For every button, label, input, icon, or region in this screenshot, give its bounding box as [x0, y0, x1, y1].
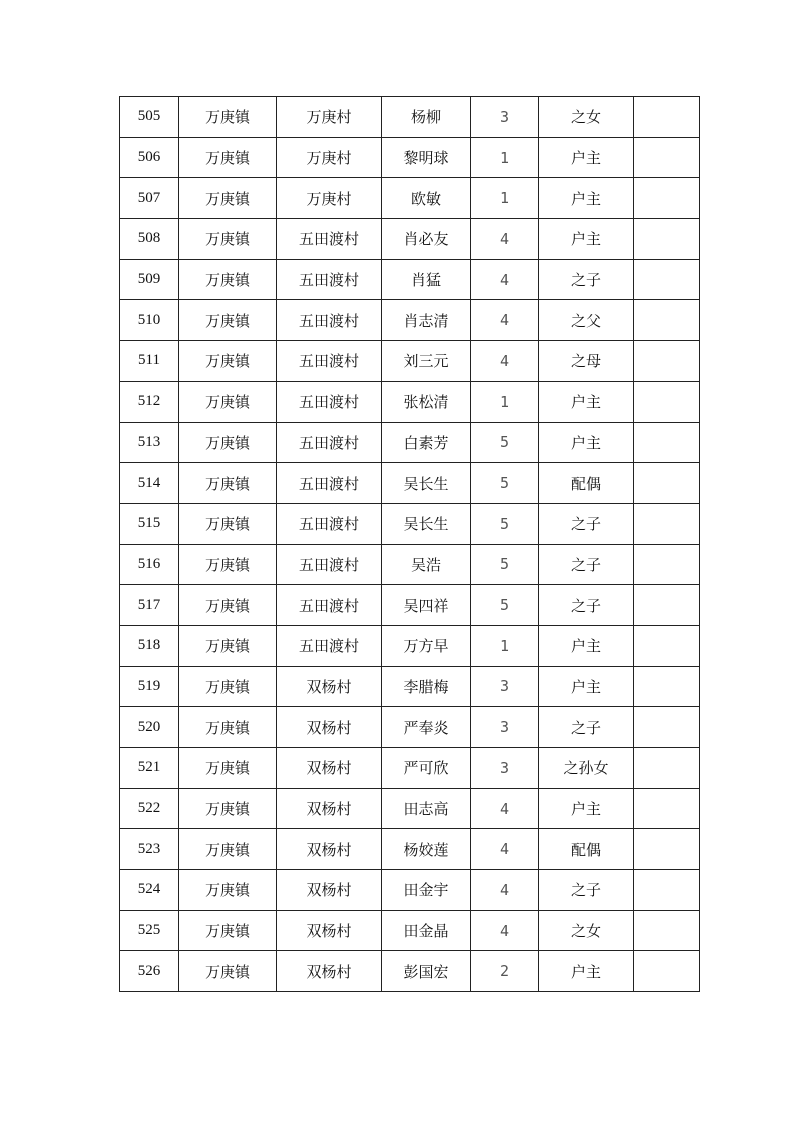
note-cell [634, 300, 700, 341]
household-size-cell: 4 [471, 300, 539, 341]
note-cell [634, 666, 700, 707]
household-size-cell: 1 [471, 178, 539, 219]
row-number-cell: 525 [120, 910, 179, 951]
village-cell: 五田渡村 [277, 422, 382, 463]
village-cell: 双杨村 [277, 910, 382, 951]
person-name-cell: 肖猛 [382, 259, 471, 300]
table-row [120, 951, 700, 992]
relation-cell: 配偶 [539, 829, 634, 870]
town-cell: 万庚镇 [179, 259, 277, 300]
table-row [120, 300, 700, 341]
household-size-cell: 5 [471, 544, 539, 585]
note-cell [634, 625, 700, 666]
row-number-cell: 515 [120, 503, 179, 544]
village-cell: 万庚村 [277, 178, 382, 219]
village-cell: 双杨村 [277, 788, 382, 829]
village-cell: 五田渡村 [277, 463, 382, 504]
person-name-cell: 吴浩 [382, 544, 471, 585]
household-size-cell: 4 [471, 259, 539, 300]
roster-body [120, 97, 700, 992]
town-cell: 万庚镇 [179, 97, 277, 138]
town-cell: 万庚镇 [179, 748, 277, 789]
town-cell: 万庚镇 [179, 341, 277, 382]
household-size-cell: 3 [471, 97, 539, 138]
village-cell: 五田渡村 [277, 625, 382, 666]
table-row [120, 788, 700, 829]
row-number-cell: 523 [120, 829, 179, 870]
village-cell: 五田渡村 [277, 544, 382, 585]
household-size-cell: 4 [471, 788, 539, 829]
household-size-cell: 5 [471, 463, 539, 504]
village-cell: 双杨村 [277, 829, 382, 870]
row-number-cell: 519 [120, 666, 179, 707]
person-name-cell: 刘三元 [382, 341, 471, 382]
note-cell [634, 137, 700, 178]
household-size-cell: 4 [471, 870, 539, 911]
town-cell: 万庚镇 [179, 829, 277, 870]
table-row [120, 829, 700, 870]
note-cell [634, 219, 700, 260]
row-number-cell: 524 [120, 870, 179, 911]
relation-cell: 户主 [539, 951, 634, 992]
person-name-cell: 杨柳 [382, 97, 471, 138]
row-number-cell: 520 [120, 707, 179, 748]
household-size-cell: 1 [471, 625, 539, 666]
note-cell [634, 829, 700, 870]
relation-cell: 之孙女 [539, 748, 634, 789]
person-name-cell: 杨姣莲 [382, 829, 471, 870]
table-row [120, 910, 700, 951]
table-row [120, 259, 700, 300]
village-cell: 五田渡村 [277, 503, 382, 544]
note-cell [634, 178, 700, 219]
village-cell: 五田渡村 [277, 381, 382, 422]
person-name-cell: 张松清 [382, 381, 471, 422]
village-cell: 双杨村 [277, 666, 382, 707]
person-name-cell: 严可欣 [382, 748, 471, 789]
row-number-cell: 513 [120, 422, 179, 463]
row-number-cell: 526 [120, 951, 179, 992]
row-number-cell: 509 [120, 259, 179, 300]
relation-cell: 之子 [539, 870, 634, 911]
person-name-cell: 李腊梅 [382, 666, 471, 707]
relation-cell: 之母 [539, 341, 634, 382]
relation-cell: 户主 [539, 178, 634, 219]
person-name-cell: 吴四祥 [382, 585, 471, 626]
note-cell [634, 788, 700, 829]
relation-cell: 之子 [539, 259, 634, 300]
row-number-cell: 511 [120, 341, 179, 382]
note-cell [634, 585, 700, 626]
household-size-cell: 5 [471, 422, 539, 463]
village-cell: 五田渡村 [277, 585, 382, 626]
relation-cell: 之女 [539, 97, 634, 138]
person-name-cell: 彭国宏 [382, 951, 471, 992]
table-row [120, 870, 700, 911]
row-number-cell: 507 [120, 178, 179, 219]
relation-cell: 户主 [539, 137, 634, 178]
town-cell: 万庚镇 [179, 910, 277, 951]
relation-cell: 之女 [539, 910, 634, 951]
town-cell: 万庚镇 [179, 137, 277, 178]
town-cell: 万庚镇 [179, 381, 277, 422]
town-cell: 万庚镇 [179, 666, 277, 707]
row-number-cell: 508 [120, 219, 179, 260]
household-size-cell: 3 [471, 707, 539, 748]
household-size-cell: 4 [471, 341, 539, 382]
town-cell: 万庚镇 [179, 870, 277, 911]
person-name-cell: 白素芳 [382, 422, 471, 463]
relation-cell: 户主 [539, 788, 634, 829]
person-name-cell: 严奉炎 [382, 707, 471, 748]
household-size-cell: 4 [471, 219, 539, 260]
village-cell: 双杨村 [277, 748, 382, 789]
note-cell [634, 748, 700, 789]
town-cell: 万庚镇 [179, 422, 277, 463]
village-cell: 双杨村 [277, 870, 382, 911]
town-cell: 万庚镇 [179, 300, 277, 341]
village-cell: 万庚村 [277, 137, 382, 178]
row-number-cell: 512 [120, 381, 179, 422]
person-name-cell: 肖志清 [382, 300, 471, 341]
note-cell [634, 707, 700, 748]
note-cell [634, 422, 700, 463]
town-cell: 万庚镇 [179, 625, 277, 666]
household-size-cell: 3 [471, 666, 539, 707]
town-cell: 万庚镇 [179, 219, 277, 260]
relation-cell: 之子 [539, 707, 634, 748]
town-cell: 万庚镇 [179, 788, 277, 829]
roster-table [119, 96, 700, 992]
relation-cell: 户主 [539, 422, 634, 463]
note-cell [634, 951, 700, 992]
relation-cell: 户主 [539, 625, 634, 666]
note-cell [634, 503, 700, 544]
note-cell [634, 870, 700, 911]
note-cell [634, 463, 700, 504]
table-row [120, 666, 700, 707]
note-cell [634, 97, 700, 138]
relation-cell: 配偶 [539, 463, 634, 504]
relation-cell: 户主 [539, 666, 634, 707]
household-size-cell: 4 [471, 829, 539, 870]
row-number-cell: 514 [120, 463, 179, 504]
table-row [120, 422, 700, 463]
person-name-cell: 田金晶 [382, 910, 471, 951]
relation-cell: 户主 [539, 381, 634, 422]
household-size-cell: 3 [471, 748, 539, 789]
person-name-cell: 万方早 [382, 625, 471, 666]
village-cell: 五田渡村 [277, 341, 382, 382]
relation-cell: 之子 [539, 585, 634, 626]
relation-cell: 户主 [539, 219, 634, 260]
village-cell: 万庚村 [277, 97, 382, 138]
village-cell: 双杨村 [277, 707, 382, 748]
row-number-cell: 516 [120, 544, 179, 585]
person-name-cell: 田金宇 [382, 870, 471, 911]
relation-cell: 之子 [539, 503, 634, 544]
row-number-cell: 518 [120, 625, 179, 666]
row-number-cell: 521 [120, 748, 179, 789]
note-cell [634, 910, 700, 951]
row-number-cell: 505 [120, 97, 179, 138]
table-row [120, 219, 700, 260]
town-cell: 万庚镇 [179, 951, 277, 992]
household-size-cell: 1 [471, 137, 539, 178]
town-cell: 万庚镇 [179, 707, 277, 748]
relation-cell: 之父 [539, 300, 634, 341]
person-name-cell: 吴长生 [382, 463, 471, 504]
village-cell: 五田渡村 [277, 259, 382, 300]
village-cell: 双杨村 [277, 951, 382, 992]
note-cell [634, 341, 700, 382]
note-cell [634, 544, 700, 585]
household-size-cell: 1 [471, 381, 539, 422]
table-row [120, 585, 700, 626]
town-cell: 万庚镇 [179, 463, 277, 504]
person-name-cell: 欧敏 [382, 178, 471, 219]
person-name-cell: 吴长生 [382, 503, 471, 544]
town-cell: 万庚镇 [179, 178, 277, 219]
household-size-cell: 5 [471, 503, 539, 544]
village-cell: 五田渡村 [277, 219, 382, 260]
household-size-cell: 2 [471, 951, 539, 992]
household-size-cell: 4 [471, 910, 539, 951]
note-cell [634, 381, 700, 422]
town-cell: 万庚镇 [179, 544, 277, 585]
table-row [120, 341, 700, 382]
table-row [120, 178, 700, 219]
table-row [120, 625, 700, 666]
table-row [120, 748, 700, 789]
table-row [120, 137, 700, 178]
row-number-cell: 506 [120, 137, 179, 178]
person-name-cell: 黎明球 [382, 137, 471, 178]
town-cell: 万庚镇 [179, 585, 277, 626]
table-row [120, 381, 700, 422]
household-size-cell: 5 [471, 585, 539, 626]
row-number-cell: 510 [120, 300, 179, 341]
row-number-cell: 517 [120, 585, 179, 626]
table-row [120, 503, 700, 544]
town-cell: 万庚镇 [179, 503, 277, 544]
note-cell [634, 259, 700, 300]
relation-cell: 之子 [539, 544, 634, 585]
row-number-cell: 522 [120, 788, 179, 829]
person-name-cell: 田志高 [382, 788, 471, 829]
table-row [120, 463, 700, 504]
village-cell: 五田渡村 [277, 300, 382, 341]
table-row [120, 97, 700, 138]
table-row [120, 544, 700, 585]
person-name-cell: 肖必友 [382, 219, 471, 260]
table-row [120, 707, 700, 748]
